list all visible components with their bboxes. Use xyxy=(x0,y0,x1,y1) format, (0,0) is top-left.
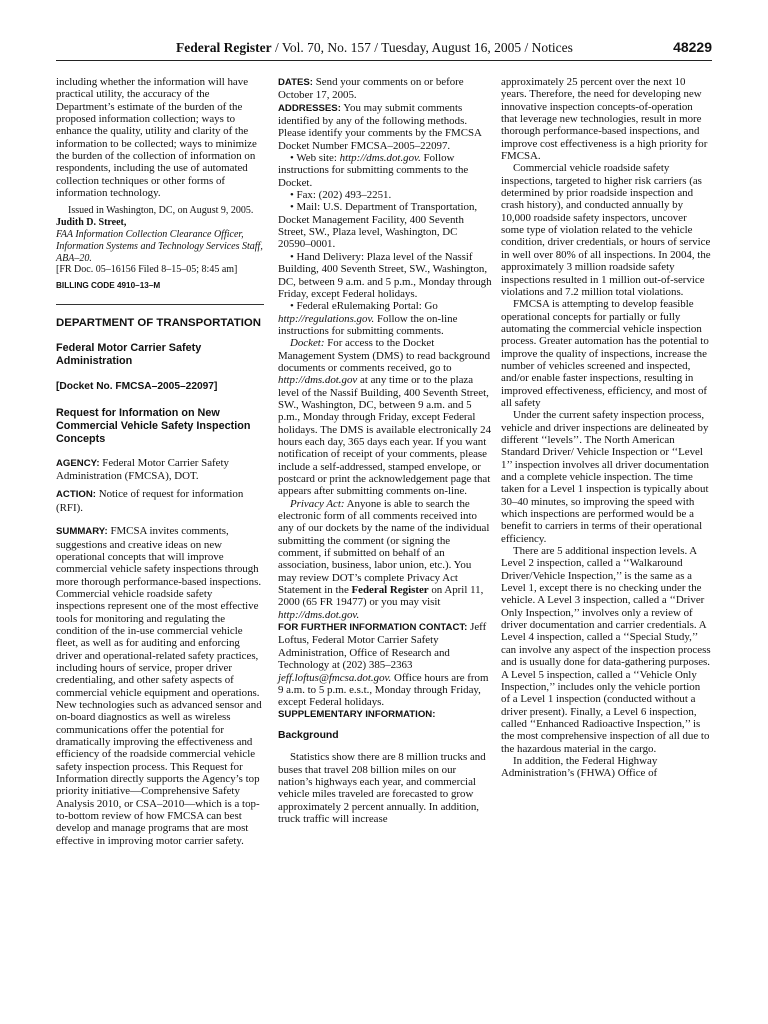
erulemaking-suffix: Follow the on-line instructions for submitting comments. xyxy=(278,312,458,337)
action-label: ACTION: xyxy=(56,489,96,501)
paragraph-5: There are 5 additional inspection levels. A Level 2 inspection, called a ‘‘Walkaround Driver/Vehicle Inspection,’’ is the same as a Level 1, except there is no checking under the vehicle. A Level 3 inspection, called a ‘‘Driver Only Inspection,’’ involves only a review of driver documentation and carrier credentials. A Level 4 inspection, called a ‘‘Special Study,’’ can involve any aspect of the inspection process and is usually done for data-gathering purposes. A Level 5 inspection, called a ‘‘Vehicle Only Inspection,’’ includes only the vehicle portion of a Level 1 inspection (conducted without a driver present). Finally, a Level 6 inspection, called ‘‘Enhanced Radioactive Inspection,’’ is the most comprehensive inspection of all due to the hazardous material in the cargo. xyxy=(501,545,711,755)
dates-label: DATES: xyxy=(278,77,313,88)
erulemaking-item xyxy=(278,300,492,337)
addresses-label: ADDRESSES: xyxy=(278,102,341,114)
contact-text-2: Office hours are from 9 a.m. to 5 p.m. e.s.t., Monday through Friday, except Federal holidays. xyxy=(278,671,489,709)
agency-label: AGENCY: xyxy=(56,457,100,469)
paragraph-2: Commercial vehicle roadside safety inspections, targeted to higher risk carriers (as determined by prior roadside inspection and crash history), and conducted annually by 10,000 roadside safety inspectors, uncover some type of violation related to the vehicle condition, driver credentials, or hours of service in well over 80% of all inspections. In 2004, the approximately 3 million roadside safety inspections resulted in 1 million out-of-service violations and 7.2 million total violations. xyxy=(501,162,711,298)
column-3 xyxy=(501,76,711,780)
docket-number: [Docket No. FMCSA–2005–22097] xyxy=(56,381,218,393)
paragraph-1: approximately 25 percent over the next 10 years. Therefore, the need for developing new innovative inspection concepts-of-operation that leverage new technologies, result in more thorough performance-based inspections, and improve cost effectiveness is a high priority for FMCSA. xyxy=(501,76,708,163)
addresses-field xyxy=(278,102,492,152)
paragraph-3: FMCSA is attempting to develop feasible operational concepts for partially or fully automating the commercial vehicle inspection process. Greater automation has the potential to improve the quality of inspections, increase the number of vehicles screened and inspected, and/or enable faster inspections, resulting in improved effectiveness, efficiency, and most of all safety xyxy=(501,298,709,409)
docket-text-1: For access to the Docket Management System (DMS) to read background documents or comments received, go to xyxy=(278,337,491,374)
privacy-federal-register: Federal Register xyxy=(351,584,429,597)
contact-text: Jeff Loftus, Federal Motor Carrier Safety Administration, Office of Research and Technology at (202) 385–2363 xyxy=(278,621,487,672)
docket-label: Docket: xyxy=(290,337,325,350)
docket-text-2: at any time or to the plaza level of the Nassif Building, 400 Seventh Street, SW., Washington, DC, between 9 a.m. and 5 p.m., Monday through Friday, except Federal holidays. The DMS is available electronically 24 hours each day, 365 days each year. If you want notification of receipt of your comments, please include a self-addressed, stamped envelope, or postcard or print the acknowledgement page that appears after submitting comments on-line. xyxy=(278,374,492,498)
background-paragraph: Statistics show there are 8 million trucks and buses that travel 208 billion miles on our nation’s highways each year, and commercial vehicle miles traveled are forecasted to grow approximately 2 percent annually. In addition, truck traffic will increase xyxy=(278,751,486,825)
header-title: Federal Register xyxy=(176,40,272,55)
summary-text: FMCSA invites comments, suggestions and creative ideas on new operational concepts that will improve commercial vehicle safety inspections through more thorough performance-based inspections. Commercial vehicle roadside safety inspections represent one of the most effective tools for monitoring and regulating the condition of the in-use commercial vehicle fleet, as well as for auditing and enforcing driver and operational-related safety practices, including hours of service, proper driver credentialing, and other safety aspects of commercial vehicle equipment and operations. New technologies such as advanced sensor and on-board diagnostics as well as wireless communications offer the potential for dramatically improving the effectiveness and efficiency of the roadside commercial vehicle safety inspection process. This Request for Information directly supports the Agency’s top priority initiative—Comprehensive Safety Analysis 2010, or CSA–2010—which is a top-to-bottom review of how FMCSA can best develop and manage programs that are most effective in improving motor carrier safety. xyxy=(56,525,262,847)
addresses-text: You may submit comments identified by any of the following methods. Please identify your comments by the FMCSA Docket Number FMCSA–2005–22097. xyxy=(278,101,482,152)
contact-field xyxy=(278,621,492,708)
issued-line: Issued in Washington, DC, on August 9, 2005. xyxy=(68,205,254,217)
header-info-line: Federal Register / Vol. 70, No. 157 / Tuesday, August 16, 2005 / Notices xyxy=(176,40,573,55)
agency-heading: DEPARTMENT OF TRANSPORTATION xyxy=(56,317,262,330)
action-field xyxy=(56,488,264,514)
header-issue-info: Vol. 70, No. 157 / Tuesday, August 16, 2005 / Notices xyxy=(281,40,573,55)
summary-label: SUMMARY: xyxy=(56,526,108,538)
column-2 xyxy=(278,76,492,825)
hand-delivery-item: • Hand Delivery: Plaza level of the Nassif Building, 400 Seventh Street, SW., Washington, DC, between 9 a.m. and 5 p.m., Monday through Friday, except Federal holidays. xyxy=(278,250,492,300)
agency-text: Federal Motor Carrier Safety Administration (FMCSA), DOT. xyxy=(56,456,229,483)
privacy-label: Privacy Act: xyxy=(290,497,345,510)
privacy-link[interactable]: http://dms.dot.gov. xyxy=(278,608,360,621)
dates-field xyxy=(278,76,492,102)
background-heading: Background xyxy=(278,729,339,741)
subagency-heading: Federal Motor Carrier Safety Administration xyxy=(56,342,202,368)
agency-field xyxy=(56,457,264,483)
fr-doc-line: [FR Doc. 05–16156 Filed 8–15–05; 8:45 am] xyxy=(56,264,238,276)
erulemaking-link[interactable]: http://regulations.gov. xyxy=(278,312,375,325)
dates-text: Send your comments on or before October 17, 2005. xyxy=(278,76,464,102)
section-divider xyxy=(56,304,264,305)
summary-field xyxy=(56,525,264,847)
supplementary-label: SUPPLEMENTARY INFORMATION: xyxy=(278,708,436,720)
fax-item: • Fax: (202) 493–2251. xyxy=(290,189,392,202)
billing-code: BILLING CODE 4910–13–M xyxy=(56,280,161,290)
privacy-text-2: on April 11, 2000 (65 FR 19477) or you may visit xyxy=(278,584,484,609)
privacy-text-1: Anyone is able to search the electronic form of all comments received into any of our dockets by the name of the individual submitting the comment (or signing the comment, if submitted on behalf of an association, business, labor union, etc.). You may review DOT’s complete Privacy Act Statement in the xyxy=(278,497,490,597)
mail-item: • Mail: U.S. Department of Transportation, Docket Management Facility, 400 Seventh Street, SW., Plaza level, Washington, DC 20590–0001. xyxy=(278,201,478,251)
docket-link[interactable]: http://dms.dot.gov xyxy=(278,374,358,387)
page-number: 48229 xyxy=(673,39,712,55)
contact-label: FOR FURTHER INFORMATION CONTACT: xyxy=(278,622,468,634)
column-1 xyxy=(56,76,264,847)
signer-name: Judith D. Street, xyxy=(56,217,127,229)
continued-paragraph: including whether the information will have practical utility, the accuracy of the Department’s estimate of the burden of the proposed information collection; ways to enhance the quality, utility and clarity of the information to be collected; ways to minimize the burden of the collection of information on respondents, including the use of automated collection techniques or other forms of information technology. xyxy=(56,76,257,200)
web-site-link[interactable]: http://dms.dot.gov. xyxy=(339,152,421,165)
web-site-suffix: Follow instructions for submitting comments to the Docket. xyxy=(278,152,469,189)
paragraph-4: Under the current safety inspection process, vehicle and driver inspections are delineated by different ‘‘levels’’. The North American Standard Driver/ Vehicle Inspection or ‘‘Level 1’’ inspection involves all driver documentation and a complete vehicle inspection. The time taken for a Level 1 inspection is typically about 30–40 minutes, so improving the speed with which inspections are performed would be a benefit to carriers in terms of their operational efficiency. xyxy=(501,409,709,545)
page-header xyxy=(56,38,712,61)
erulemaking-prefix: • Federal eRulemaking Portal: Go xyxy=(290,300,438,313)
privacy-paragraph xyxy=(278,498,492,621)
web-site-prefix: • Web site: xyxy=(290,152,337,165)
web-site-item xyxy=(278,152,492,189)
action-text: Notice of request for information (RFI). xyxy=(56,488,244,514)
contact-email[interactable]: jeff.loftus@fmcsa.dot.gov. xyxy=(278,671,392,684)
signer-title: FAA Information Collection Clearance Officer, Information Systems and Technology Services Staff, ABA–20. xyxy=(56,229,263,264)
docket-paragraph xyxy=(278,337,492,497)
document-title: Request for Information on New Commercial Vehicle Safety Inspection Concepts xyxy=(56,406,251,445)
paragraph-6: In addition, the Federal Highway Administration’s (FHWA) Office of xyxy=(501,754,658,780)
